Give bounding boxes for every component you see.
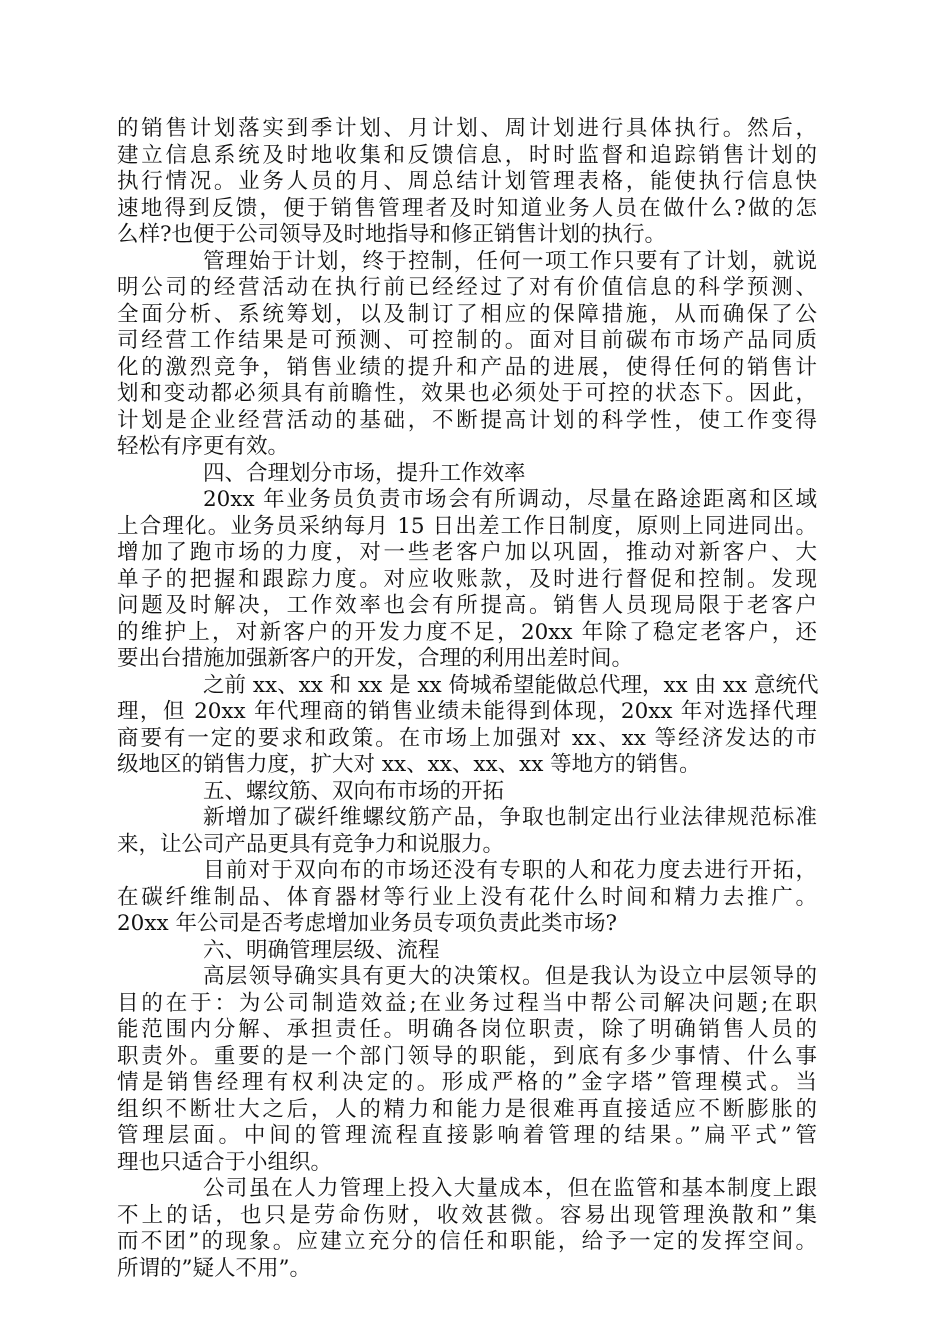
text-line: 么样?也便于公司领导及时地指导和修正销售计划的执行。 (117, 222, 667, 247)
text-line: 单子的把握和跟踪力度。对应收账款，及时进行督促和控制。发现 (117, 566, 817, 592)
text-line: 问题及时解决，工作效率也会有所提高。销售人员现局限于老客户 (117, 593, 817, 618)
text-line: 来，让公司产品更具有竞争力和说服力。 (117, 831, 505, 857)
text-line: 速地得到反馈，便于销售管理者及时知道业务人员在做什么?做的怎 (117, 195, 817, 221)
text-line: 20xx 年公司是否考虑增加业务员专项负责此类市场? (117, 911, 617, 936)
paragraph-first-line: 管理始于计划，终于控制，任何一项工作只要有了计划，就说 (203, 248, 817, 274)
paragraph-first-line: 20xx 年业务员负责市场会有所调动，尽量在路途距离和区域 (203, 487, 817, 512)
text-line: 全面分析、系统筹划，以及制订了相应的保障措施，从而确保了公 (117, 301, 817, 327)
text-line: 化的激烈竞争，销售业绩的提升和产品的进展，使得任何的销售计 (117, 354, 817, 380)
text-line: 在碳纤维制品、体育器材等行业上没有花什么时间和精力去推广。 (117, 884, 817, 910)
text-line: 的销售计划落实到季计划、月计划、周计划进行具体执行。然后， (117, 116, 817, 141)
text-line: 能范围内分解、承担责任。明确各岗位职责，除了明确销售人员的 (117, 1017, 817, 1042)
text-line: 理，但 20xx 年代理商的销售业绩未能得到体现，20xx 年对选择代理 (117, 699, 817, 724)
text-line: 所谓的”疑人不用”。 (117, 1255, 311, 1281)
text-line: 划和变动都必须具有前瞻性，效果也必须处于可控的状态下。因此， (117, 381, 817, 406)
text-line: 商要有一定的要求和政策。在市场上加强对 xx、xx 等经济发达的市 (117, 725, 817, 751)
paragraph-first-line: 之前 xx、xx 和 xx 是 xx 倚城希望能做总代理，xx 由 xx 意统代 (203, 672, 819, 698)
paragraph-first-line: 目前对于双向布的市场还没有专职的人和花力度去进行开拓， (203, 858, 817, 883)
text-line: 情是销售经理有权利决定的。形成严格的”金字塔”管理模式。当 (117, 1070, 817, 1095)
section-heading: 五、螺纹筋、双向布市场的开拓 (203, 778, 505, 804)
text-line: 而不团”的现象。应建立充分的信任和职能，给予一定的发挥空间。 (117, 1229, 817, 1254)
text-line: 管理层面。中间的管理流程直接影响着管理的结果。”扁平式”管 (117, 1123, 817, 1148)
text-line: 轻松有序更有效。 (117, 434, 290, 459)
text-line: 理也只适合于小组织。 (117, 1149, 333, 1175)
document-body (117, 116, 817, 1282)
text-line: 建立信息系统及时地收集和反馈信息，时时监督和追踪销售计划的 (117, 142, 817, 168)
text-line: 级地区的销售力度，扩大对 xx、xx、xx、xx 等地方的销售。 (117, 752, 701, 777)
text-line: 计划是企业经营活动的基础，不断提高计划的科学性，使工作变得 (117, 407, 817, 433)
text-line: 职责外。重要的是一个部门领导的职能，到底有多少事情、什么事 (117, 1043, 817, 1069)
text-line: 增加了跑市场的力度，对一些老客户加以巩固，推动对新客户、大 (117, 540, 817, 565)
text-line: 执行情况。业务人员的月、周总结计划管理表格，能使执行信息快 (117, 169, 817, 194)
text-line: 的维护上，对新客户的开发力度不足，20xx 年除了稳定老客户，还 (117, 619, 817, 645)
section-heading: 四、合理划分市场，提升工作效率 (203, 460, 526, 486)
paragraph-first-line: 公司虽在人力管理上投入大量成本，但在监管和基本制度上跟 (203, 1176, 817, 1201)
text-line: 上合理化。业务员采纳每月 15 日出差工作日制度，原则上同进同出。 (117, 513, 817, 539)
section-heading: 六、明确管理层级、流程 (203, 937, 440, 963)
text-line: 明公司的经营活动在执行前已经经过了对有价值信息的科学预测、 (117, 275, 817, 300)
paragraph-first-line: 新增加了碳纤维螺纹筋产品，争取也制定出行业法律规范标准 (203, 805, 817, 830)
text-line: 司经营工作结果是可预测、可控制的。面对目前碳布市场产品同质 (117, 328, 817, 353)
text-line: 要出台措施加强新客户的开发，合理的利用出差时间。 (117, 646, 634, 671)
text-line: 组织不断壮大之后，人的精力和能力是很难再直接适应不断膨胀的 (117, 1096, 817, 1122)
text-line: 不上的话，也只是劳命伤财，收效甚微。容易出现管理涣散和”集 (117, 1202, 817, 1228)
paragraph-first-line: 高层领导确实具有更大的决策权。但是我认为设立中层领导的 (203, 964, 817, 989)
text-line: 目的在于：为公司制造效益;在业务过程当中帮公司解决问题;在职 (117, 990, 817, 1016)
